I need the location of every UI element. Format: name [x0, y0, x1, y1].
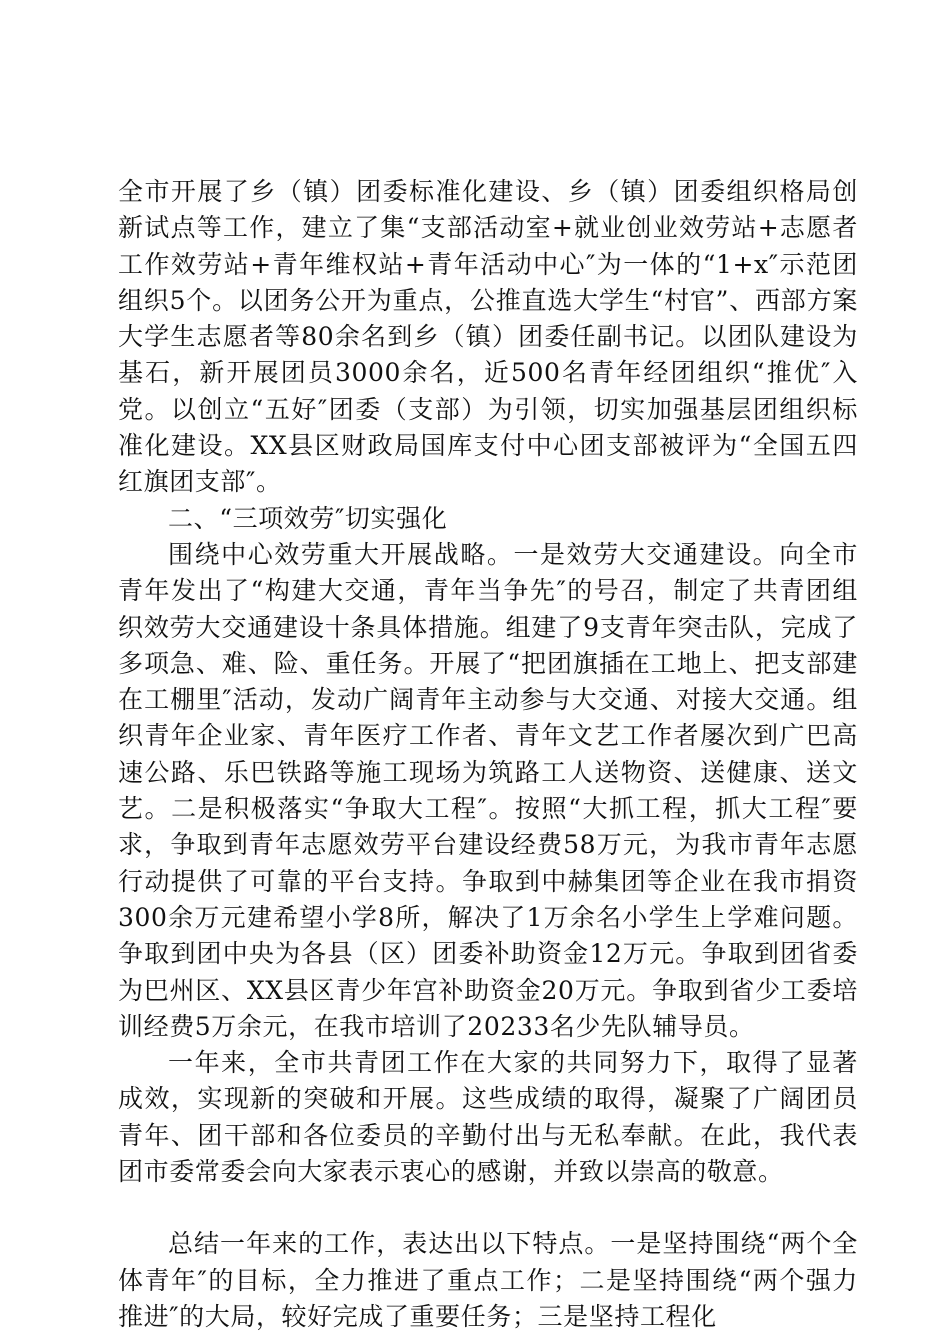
document-body [118, 174, 858, 1335]
paragraph-grassroots-construction: 全市开展了乡（镇）团委标准化建设、乡（镇）团委组织格局创新试点等工作，建立了集“支部活动室+就业创业效劳站+志愿者工作效劳站+青年维权站+青年活动中心″为一体的“1+x″示范团组织5个。以团务公开为重点，公推直选大学生“村官”、西部方案大学生志愿者等80余名到乡（镇）团委任副书记。以团队建设为基石，新开展团员3000余名，近500名青年经团组织“推优″入党。以创立“五好″团委（支部）为引领，切实加强基层团组织标准化建设。XX县区财政局国库支付中心团支部被评为“全国五四红旗团支部″。 [118, 177, 858, 497]
paragraph-service-strategy: 围绕中心效劳重大开展战略。一是效劳大交通建设。向全市青年发出了“构建大交通，青年当争先″的号召，制定了共青团组织效劳大交通建设十条具体措施。组建了9支青年突击队，完成了多项急、难、险、重任务。开展了“把团旗插在工地上、把支部建在工棚里″活动，发动广阔青年主动参与大交通、对接大交通。组织青年企业家、青年医疗工作者、青年文艺工作者屡次到广巴高速公路、乐巴铁路等施工现场为筑路工人送物资、送健康、送文艺。二是积极落实“争取大工程″。按照“大抓工程，抓大工程″要求，争取到青年志愿效劳平台建设经费58万元，为我市青年志愿行动提供了可靠的平台支持。争取到中赫集团等企业在我市捐资300余万元建希望小学8所，解决了1万余名小学生上学难问题。争取到团中央为各县（区）团委补助资金12万元。争取到团省委为巴州区、XX县区青少年宫补助资金20万元。争取到省少工委培训经费5万余元，在我市培训了20233名少先队辅导员。 [118, 539, 858, 1041]
paragraph-gap [118, 1190, 858, 1226]
paragraph-work-characteristics: 总结一年来的工作，表达出以下特点。一是坚持围绕“两个全体青年″的目标，全力推进了重点工作；二是坚持围绕“两个强力推进″的大局，较好完成了重要任务；三是坚持工程化 [118, 1229, 858, 1331]
paragraph-annual-summary: 一年来，全市共青团工作在大家的共同努力下，取得了显著成效，实现新的突破和开展。这些成绩的取得，凝聚了广阔团员青年、团干部和各位委员的辛勤付出与无私奉献。在此，我代表团市委常委会向大家表示衷心的感谢，并致以崇高的敬意。 [118, 1048, 858, 1187]
section-heading-three-services: 二、“三项效劳″切实强化 [168, 503, 448, 533]
